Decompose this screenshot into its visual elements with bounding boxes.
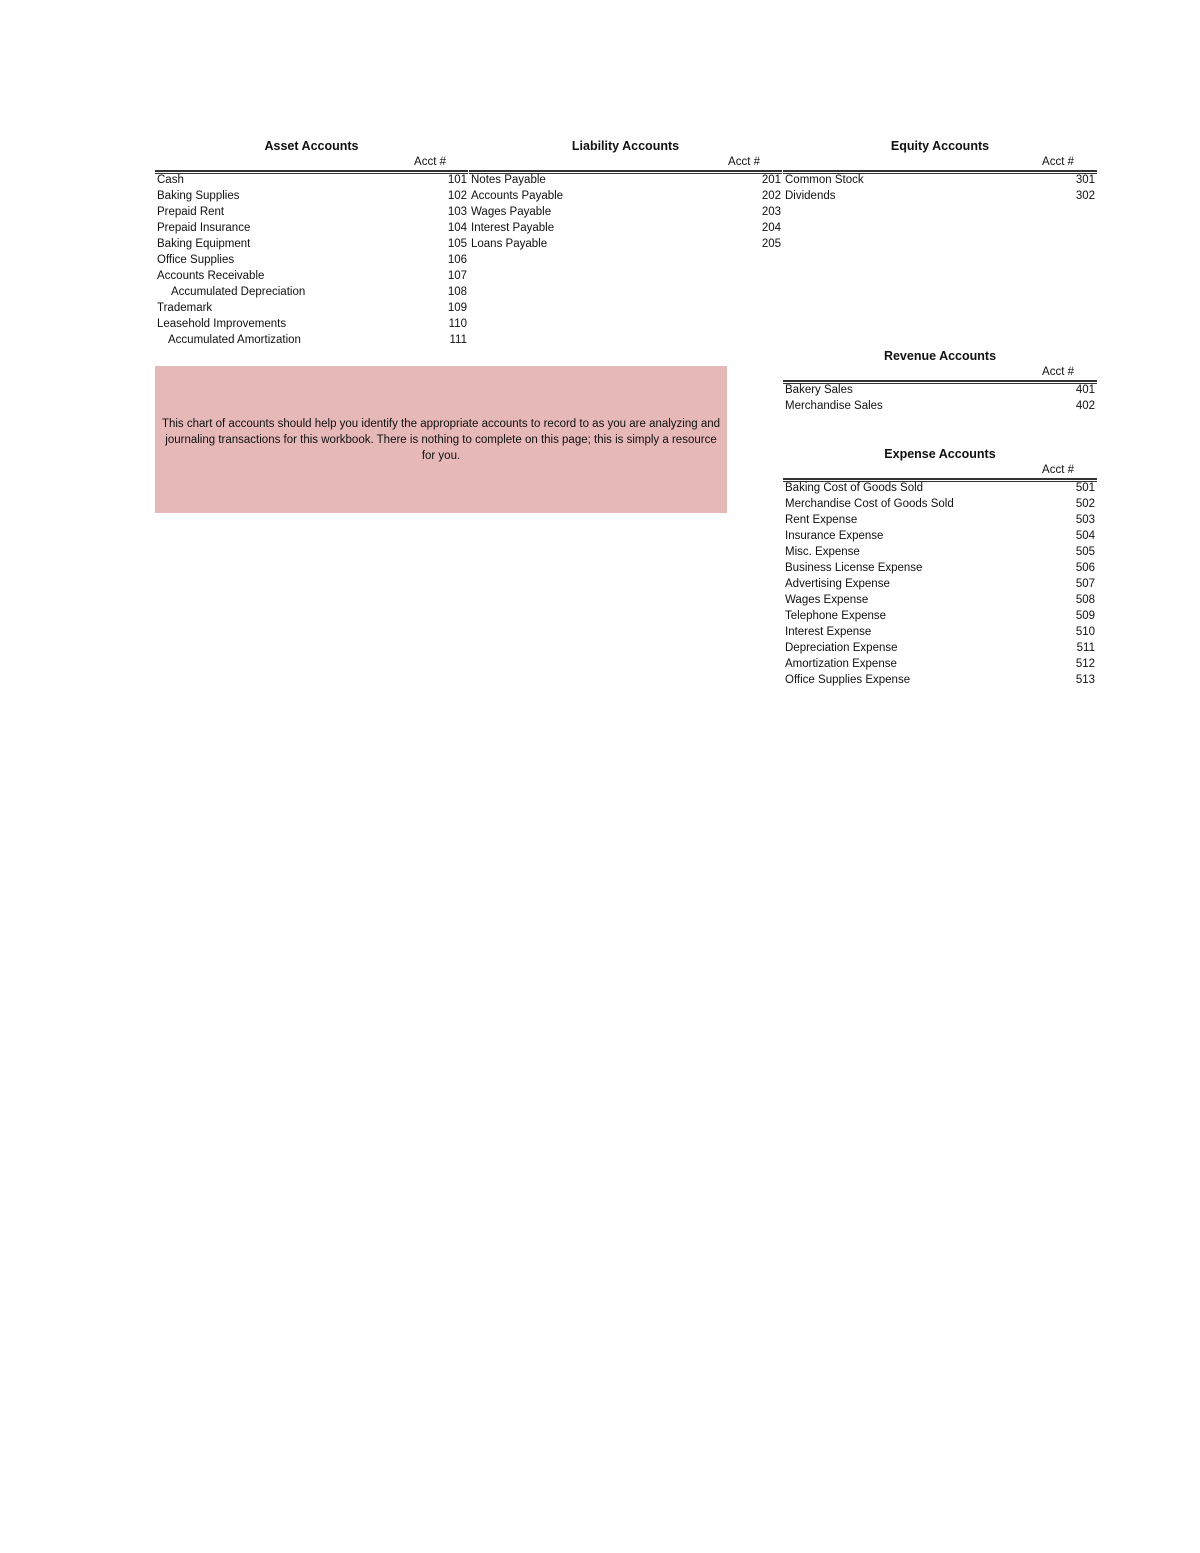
liability-acct-header: Acct # bbox=[728, 156, 760, 168]
assets-row bbox=[157, 220, 467, 236]
account-name: Advertising Expense bbox=[785, 578, 890, 590]
account-number: 510 bbox=[1075, 626, 1095, 638]
account-number: 302 bbox=[1075, 190, 1095, 202]
account-name: Insurance Expense bbox=[785, 530, 884, 542]
account-name: Accounts Payable bbox=[471, 190, 564, 202]
account-number: 102 bbox=[447, 190, 467, 202]
account-number: 503 bbox=[1075, 514, 1095, 526]
account-number: 507 bbox=[1075, 578, 1095, 590]
account-name: Wages Expense bbox=[785, 594, 869, 606]
account-number: 202 bbox=[761, 190, 781, 202]
expenses-row bbox=[785, 656, 1095, 672]
expense-accounts-title: Expense Accounts bbox=[884, 447, 996, 461]
expense-acct-header: Acct # bbox=[1042, 464, 1074, 476]
account-number: 106 bbox=[447, 254, 467, 266]
account-number: 511 bbox=[1076, 642, 1095, 654]
liabilities-row bbox=[471, 188, 781, 204]
liabilities-row bbox=[471, 172, 781, 188]
account-number: 301 bbox=[1075, 174, 1095, 186]
liabilities-row bbox=[471, 236, 781, 252]
account-number: 109 bbox=[447, 302, 467, 314]
account-name: Wages Payable bbox=[471, 206, 552, 218]
expenses-row bbox=[785, 640, 1095, 656]
account-number: 401 bbox=[1075, 384, 1095, 396]
assets-row bbox=[157, 188, 467, 204]
account-name: Business License Expense bbox=[785, 562, 923, 574]
revenue-accounts-title: Revenue Accounts bbox=[883, 349, 997, 363]
account-number: 505 bbox=[1075, 546, 1095, 558]
account-name: Rent Expense bbox=[785, 514, 858, 526]
account-name: Merchandise Cost of Goods Sold bbox=[785, 498, 954, 510]
revenue-row bbox=[785, 382, 1095, 398]
account-name: Loans Payable bbox=[471, 238, 548, 250]
account-name: Baking Equipment bbox=[157, 238, 251, 250]
account-name: Common Stock bbox=[785, 174, 864, 186]
account-name: Trademark bbox=[157, 302, 213, 314]
assets-row bbox=[157, 300, 467, 316]
account-number: 512 bbox=[1075, 658, 1095, 670]
expenses-row bbox=[785, 624, 1095, 640]
account-number: 204 bbox=[761, 222, 781, 234]
account-number: 107 bbox=[447, 270, 467, 282]
account-name: Prepaid Insurance bbox=[157, 222, 251, 234]
account-name: Telephone Expense bbox=[785, 610, 887, 622]
account-number: 108 bbox=[447, 286, 467, 298]
account-name: Bakery Sales bbox=[785, 384, 853, 396]
account-number: 203 bbox=[761, 206, 781, 218]
account-number: 105 bbox=[447, 238, 467, 250]
liability-accounts-title: Liability Accounts bbox=[571, 139, 680, 153]
account-number: 103 bbox=[447, 206, 467, 218]
account-name: Interest Payable bbox=[471, 222, 555, 234]
account-name: Accumulated Depreciation bbox=[171, 286, 306, 298]
equity-accounts-title: Equity Accounts bbox=[890, 139, 990, 153]
revenue-acct-header: Acct # bbox=[1042, 366, 1074, 378]
instruction-note-text: This chart of accounts should help you identify the appropriate accounts to record to as you are analyzing and journaling transactions for this workbook. There is nothing to complete on this page; this is simply a resource for you. bbox=[161, 417, 721, 462]
account-name: Accounts Receivable bbox=[157, 270, 265, 282]
account-name: Misc. Expense bbox=[785, 546, 860, 558]
asset-accounts-title: Asset Accounts bbox=[264, 139, 359, 153]
expenses-row bbox=[785, 592, 1095, 608]
account-name: Prepaid Rent bbox=[157, 206, 225, 218]
account-number: 501 bbox=[1075, 482, 1095, 494]
account-name: Dividends bbox=[785, 190, 836, 202]
assets-row bbox=[157, 268, 467, 284]
expenses-row bbox=[785, 480, 1095, 496]
assets-row bbox=[157, 172, 467, 188]
expenses-row bbox=[785, 576, 1095, 592]
account-name: Baking Cost of Goods Sold bbox=[785, 482, 924, 494]
account-number: 205 bbox=[761, 238, 781, 250]
account-number: 402 bbox=[1075, 400, 1095, 412]
assets-row bbox=[157, 316, 467, 332]
account-name: Baking Supplies bbox=[157, 190, 240, 202]
equity-row bbox=[785, 188, 1095, 204]
account-number: 504 bbox=[1075, 530, 1095, 542]
account-number: 111 bbox=[449, 334, 467, 346]
account-name: Amortization Expense bbox=[785, 658, 897, 670]
account-name: Depreciation Expense bbox=[785, 642, 898, 654]
expenses-row bbox=[785, 544, 1095, 560]
liabilities-row bbox=[471, 204, 781, 220]
liabilities-row bbox=[471, 220, 781, 236]
account-number: 506 bbox=[1075, 562, 1095, 574]
revenue-row bbox=[785, 398, 1095, 414]
expenses-row bbox=[785, 528, 1095, 544]
assets-row bbox=[157, 332, 467, 348]
account-name: Merchandise Sales bbox=[785, 400, 883, 412]
assets-row bbox=[157, 284, 467, 300]
account-number: 509 bbox=[1075, 610, 1095, 622]
assets-row bbox=[157, 252, 467, 268]
instruction-note bbox=[155, 366, 727, 513]
account-name: Cash bbox=[157, 174, 184, 186]
expenses-row bbox=[785, 672, 1095, 688]
account-number: 508 bbox=[1075, 594, 1095, 606]
account-name: Notes Payable bbox=[471, 174, 546, 186]
account-number: 513 bbox=[1075, 674, 1095, 686]
account-name: Interest Expense bbox=[785, 626, 872, 638]
account-number: 101 bbox=[447, 174, 467, 186]
account-name: Accumulated Amortization bbox=[168, 334, 301, 346]
account-name: Office Supplies bbox=[157, 254, 235, 266]
account-number: 110 bbox=[448, 318, 467, 330]
equity-row bbox=[785, 172, 1095, 188]
account-name: Leasehold Improvements bbox=[157, 318, 287, 330]
account-name: Office Supplies Expense bbox=[785, 674, 911, 686]
expenses-row bbox=[785, 512, 1095, 528]
assets-row bbox=[157, 204, 467, 220]
expenses-row bbox=[785, 496, 1095, 512]
expenses-row bbox=[785, 560, 1095, 576]
account-number: 104 bbox=[447, 222, 467, 234]
assets-row bbox=[157, 236, 467, 252]
expenses-row bbox=[785, 608, 1095, 624]
asset-acct-header: Acct # bbox=[414, 156, 446, 168]
account-number: 201 bbox=[761, 174, 781, 186]
equity-acct-header: Acct # bbox=[1042, 156, 1074, 168]
account-number: 502 bbox=[1075, 498, 1095, 510]
